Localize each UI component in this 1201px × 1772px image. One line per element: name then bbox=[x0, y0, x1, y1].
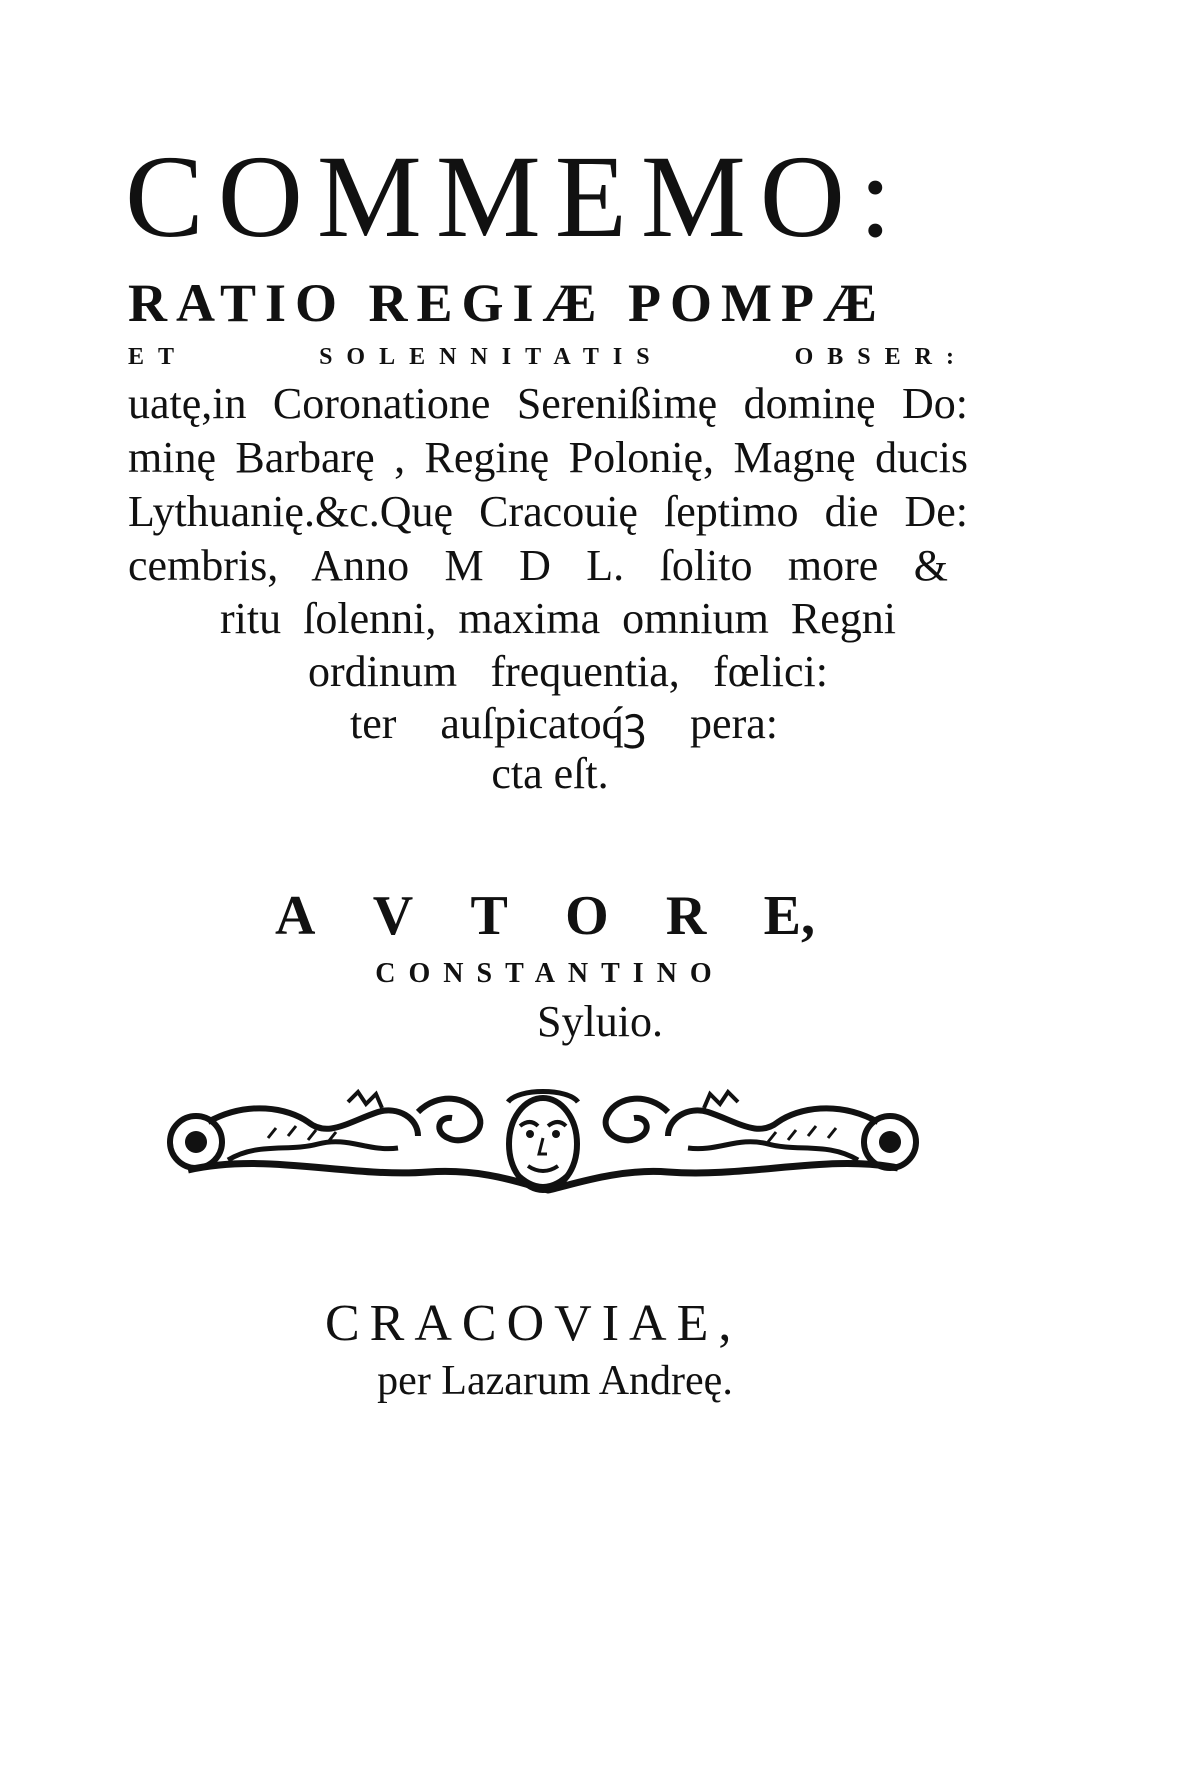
body-line: ter auſpicatoq́ꝫ pera: bbox=[350, 699, 778, 748]
subtitle-word: SOLENNITATIS bbox=[319, 344, 664, 370]
subtitle-line-1: RATIO REGIÆ POMPÆ bbox=[128, 273, 886, 333]
autore-letter: V bbox=[372, 885, 414, 947]
body-line: cta eſt. bbox=[491, 749, 609, 798]
woodcut-ornament-icon bbox=[148, 1082, 938, 1202]
author-surname: Syluio. bbox=[537, 997, 663, 1046]
body-line: minę Barbarę , Reginę Polonię, Magnę ducis bbox=[128, 433, 968, 482]
body-line: ordinum frequentia, fœlici: bbox=[308, 647, 828, 696]
body-line: ritu ſolenni, maxima omnium Regni bbox=[220, 594, 896, 643]
subtitle-line-2 bbox=[128, 345, 968, 369]
title-heading: COMMEMO: bbox=[125, 131, 906, 262]
autore-letter: T bbox=[470, 885, 508, 947]
autore-letter: E, bbox=[763, 885, 815, 947]
body-line: Lythuanię.&c.Quę Cracouię ſeptimo die De: bbox=[128, 487, 968, 536]
author-first-name: CONSTANTINO bbox=[375, 958, 725, 989]
autore-letter: A bbox=[275, 885, 316, 947]
subtitle-word: OBSER: bbox=[794, 344, 968, 370]
autore-heading bbox=[275, 885, 815, 947]
imprint-printer: per Lazarum Andreę. bbox=[377, 1358, 733, 1404]
autore-letter: R bbox=[665, 885, 707, 947]
body-line: cembris, Anno M D L. ſolito more & bbox=[128, 541, 948, 590]
imprint-city: CRACOVIAE, bbox=[325, 1295, 742, 1352]
subtitle-word: ET bbox=[128, 344, 189, 370]
body-line: uatę,in Coronatione Serenißimę dominę Do: bbox=[128, 379, 968, 428]
autore-letter: O bbox=[565, 885, 609, 947]
